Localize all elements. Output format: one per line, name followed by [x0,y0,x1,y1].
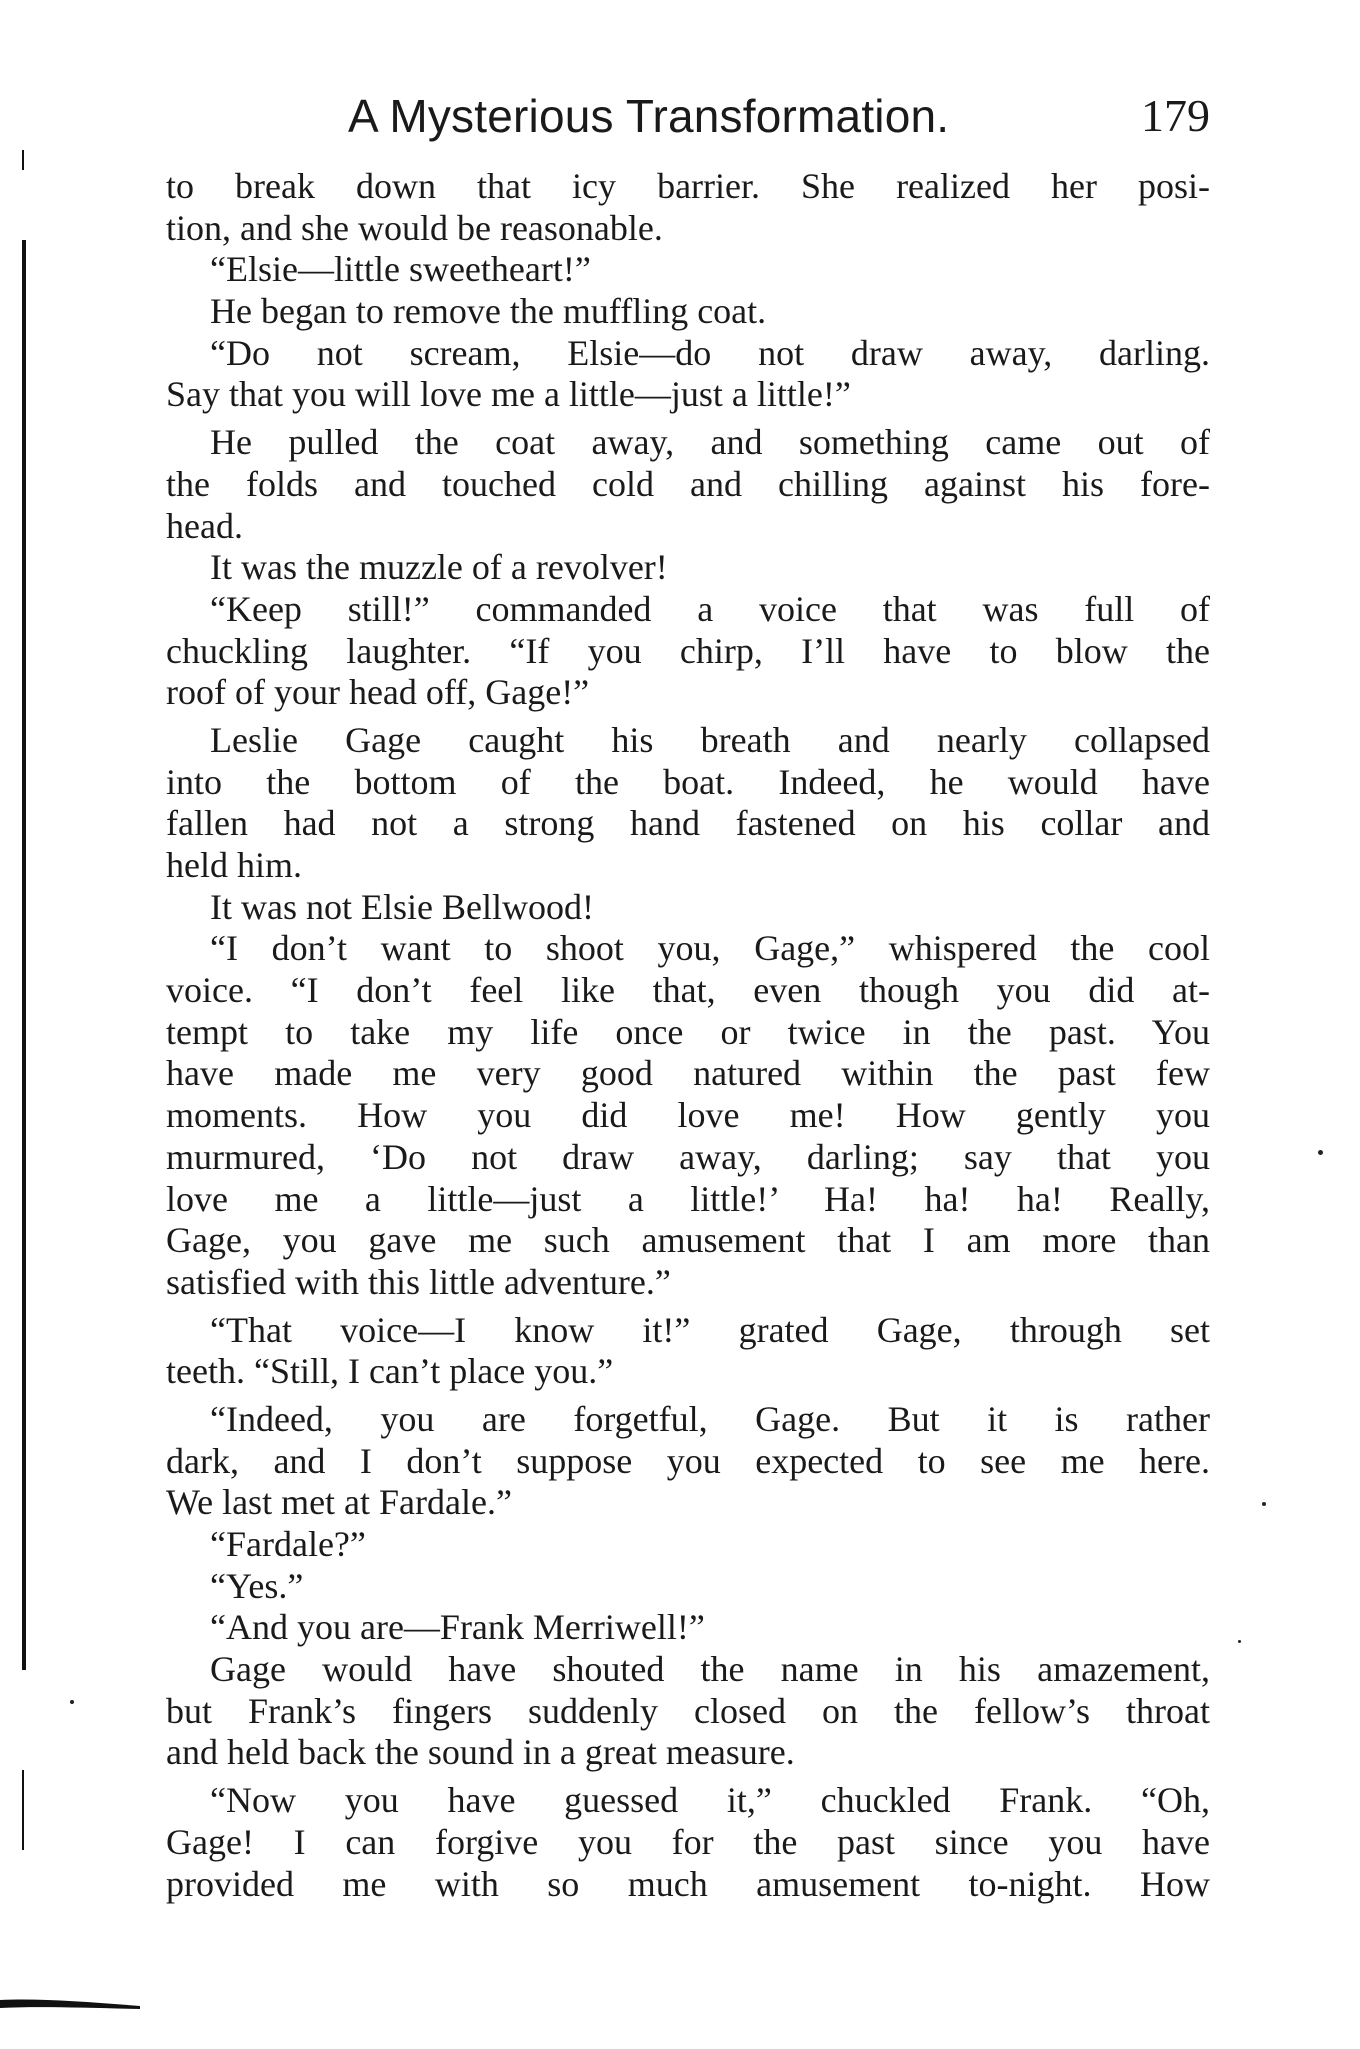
scan-speck [1262,1502,1266,1506]
text-line: “Now you have guessed it,” chuckled Frank. “Oh, [210,1780,1210,1821]
text-line: “Yes.” [210,1565,304,1606]
text-line: dark, and I don’t suppose you expected to see me here. [166,1440,1210,1481]
text-line: “Elsie—little sweetheart!” [210,249,591,290]
scan-speck [1238,1640,1241,1643]
text-line: held him. [166,845,302,885]
text-line: Leslie Gage caught his breath and nearly collapsed [210,719,1210,760]
text-line: “Do not scream, Elsie—do not draw away, darling. [210,332,1210,373]
text-line: “That voice—I know it!” grated Gage, through set [210,1309,1210,1350]
text-line: have made me very good natured within the past few [166,1053,1210,1094]
text-line: satisfied with this little adventure.” [166,1261,671,1302]
text-line: “Keep still!” commanded a voice that was full of [210,588,1210,629]
text-line: the folds and touched cold and chilling against his fore- [166,463,1210,504]
text-line: Gage, you gave me such amusement that I am more than [166,1220,1210,1261]
text-line: Gage! I can forgive you for the past since you have [166,1821,1210,1862]
text-line: murmured, ‘Do not draw away, darling; say that you [166,1136,1210,1177]
text-line: It was the muzzle of a revolver! [210,547,668,588]
running-title: A Mysterious Transformation. [348,90,950,142]
text-line: chuckling laughter. “If you chirp, I’ll have to blow the [166,630,1210,671]
binding-edge-line [22,240,26,1670]
text-line: provided me with so much amusement to-night. How [166,1863,1210,1904]
body-text [166,166,1210,1905]
text-line: Gage would have shouted the name in his amazement, [210,1649,1210,1690]
text-line: into the bottom of the boat. Indeed, he would have [166,761,1210,802]
text-line: We last met at Fardale.” [166,1482,512,1523]
text-line: “And you are—Frank Merriwell!” [210,1607,705,1648]
text-line: teeth. “Still, I can’t place you.” [166,1351,614,1392]
text-line: It was not Elsie Bellwood! [210,886,594,927]
text-line: and held back the sound in a great measure. [166,1732,795,1773]
scan-speck [70,1700,74,1704]
text-line: tion, and she would be reasonable. [166,207,663,248]
running-header [160,88,1210,148]
text-line: He began to remove the muffling coat. [210,291,767,332]
text-line: to break down that icy barrier. She realized her posi- [166,166,1210,206]
text-line: “I don’t want to shoot you, Gage,” whispered the cool [210,928,1210,969]
scan-speck [1318,1150,1323,1155]
text-line: voice. “I don’t feel like that, even though you did at- [166,970,1210,1011]
text-line: love me a little—just a little!’ Ha! ha! ha! Really, [166,1178,1210,1219]
text-line: roof of your head off, Gage!” [166,672,590,713]
text-line: “Fardale?” [210,1524,366,1564]
text-line: moments. How you did love me! How gently you [166,1095,1210,1136]
text-line: Say that you will love me a little—just a little!” [166,374,851,415]
page-number: 179 [1141,90,1210,141]
text-line: “Indeed, you are forgetful, Gage. But it is rather [210,1398,1210,1439]
text-line: fallen had not a strong hand fastened on his collar and [166,803,1210,844]
binding-mark [22,150,24,170]
text-line: head. [166,505,243,546]
text-line: He pulled the coat away, and something came out of [210,422,1210,463]
text-line: but Frank’s fingers suddenly closed on the fellow’s throat [166,1690,1210,1731]
scan-smudge [0,1996,140,2010]
binding-mark [22,1770,24,1850]
text-line: tempt to take my life once or twice in the past. You [166,1011,1210,1052]
